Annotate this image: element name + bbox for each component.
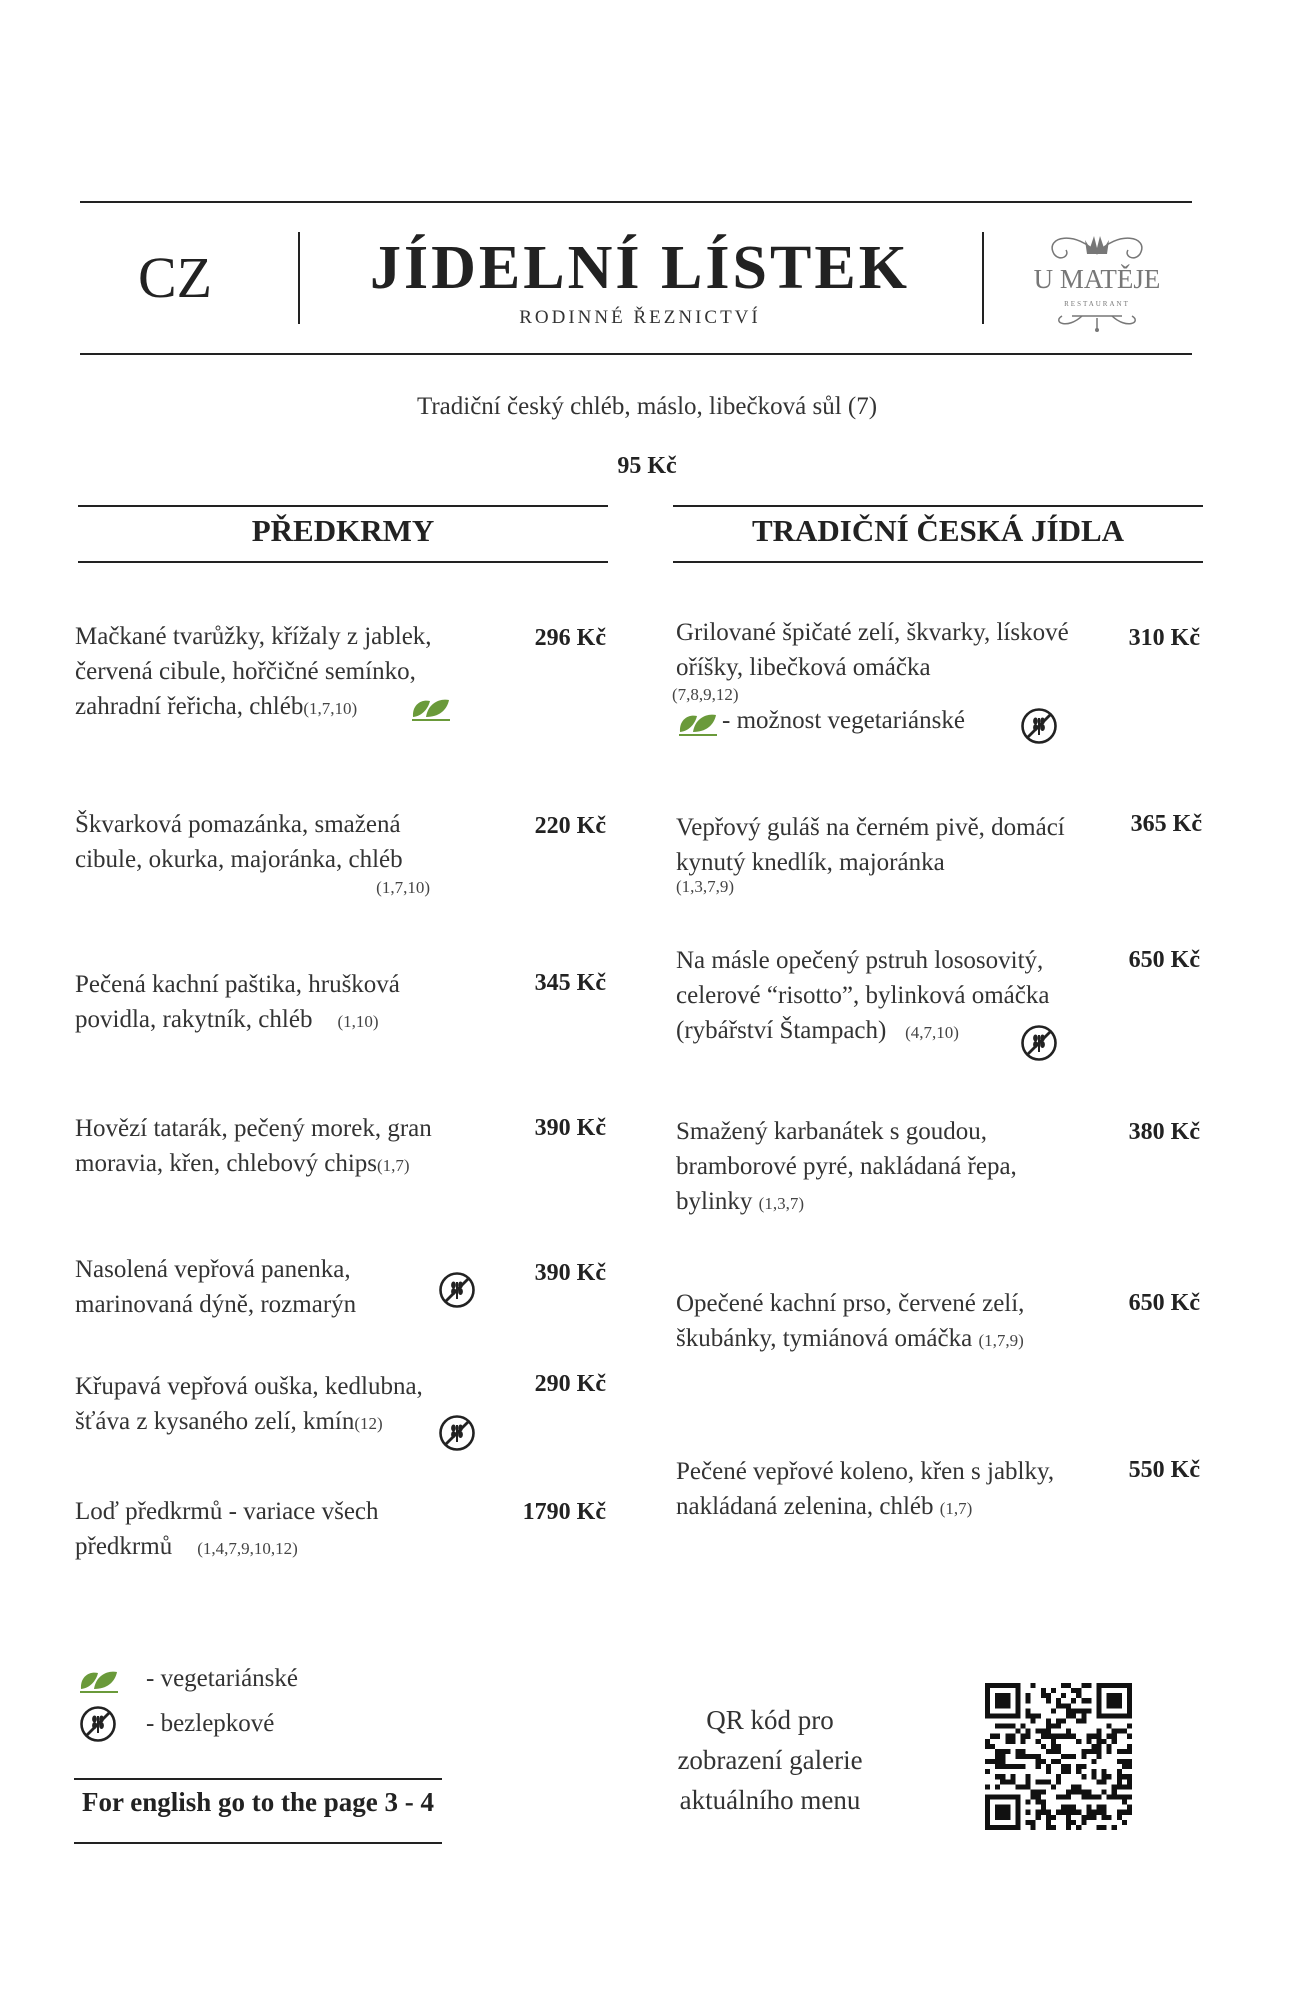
main-item-4	[676, 1114, 1066, 1221]
legend-vegetarian: - vegetariánské	[146, 1665, 299, 1692]
main-price-3: 650 Kč	[1128, 947, 1200, 973]
item-allergens: (4,7,10)	[905, 1023, 959, 1042]
item-allergens: (7,8,9,12)	[672, 685, 739, 704]
starters-title-bottom-rule	[78, 561, 608, 563]
english-page-note: For english go to the page 3 - 4	[82, 1787, 434, 1817]
item-allergens: (1,7,10)	[376, 878, 430, 897]
starter-price-4: 390 Kč	[534, 1115, 606, 1141]
main-price-2: 365 Kč	[1130, 811, 1202, 837]
logo-subtext: RESTAURANT	[1064, 300, 1130, 308]
starter-item-3	[75, 967, 450, 1039]
item-name: Pečená kachní paštika, hrušková povidla, rakytník, chléb	[75, 971, 400, 1033]
item-name: Na másle opečený pstruh lososovitý, celerové “risotto”, bylinková omáčka (rybářství Štampach)	[676, 947, 1050, 1044]
main-price-1: 310 Kč	[1128, 625, 1200, 651]
main-item-6	[676, 1454, 1101, 1526]
item-name: Pečené vepřové koleno, křen s jablky, nakládaná zelenina, chléb	[676, 1458, 1055, 1520]
starters-title-top-rule	[78, 505, 608, 507]
starter-price-3: 345 Kč	[534, 970, 606, 996]
header-divider-right	[982, 232, 984, 324]
bread-item-price: 95 Kč	[617, 453, 677, 479]
item-allergens: (1,3,7,9)	[676, 877, 735, 896]
item-allergens: (1,7,10)	[303, 699, 358, 718]
main-item-1	[676, 615, 1076, 685]
item-allergens: (1,3,7)	[758, 1194, 804, 1213]
item-name: Hovězí tatarák, pečený morek, gran moravia, křen, chlebový chips	[75, 1115, 432, 1177]
mains-title: TRADIČNÍ ČESKÁ JÍDLA	[751, 513, 1125, 548]
starter-item-4	[75, 1111, 485, 1183]
item-allergens: (1,7)	[377, 1156, 410, 1175]
qr-caption: QR kód pro zobrazení galerie aktuálního menu	[677, 1705, 863, 1815]
item-name: Křupavá vepřová ouška, kedlubna, šťáva z kysaného zelí, kmín	[75, 1373, 423, 1435]
gluten-free-icon	[79, 1705, 117, 1743]
starter-item-5	[75, 1252, 415, 1322]
item-allergens: (1,7,9)	[978, 1331, 1024, 1350]
vegetarian-leaf-icon	[677, 710, 719, 738]
main-item-2	[676, 810, 1096, 880]
mains-title-bottom-rule	[673, 561, 1203, 563]
starters-title: PŘEDKRMY	[251, 513, 435, 548]
gluten-free-icon	[438, 1414, 476, 1452]
qr-code[interactable]	[985, 1683, 1132, 1830]
bread-item-name: Tradiční český chléb, máslo, libečková sůl (7)	[416, 393, 878, 420]
item-allergens: (12)	[354, 1414, 383, 1433]
item-name: Loď předkrmů - variace všech předkrmů	[75, 1498, 379, 1560]
starter-price-2: 220 Kč	[534, 813, 606, 839]
main-price-5: 650 Kč	[1128, 1290, 1200, 1316]
gluten-free-icon	[1020, 1024, 1058, 1062]
vegetarian-leaf-icon	[78, 1667, 120, 1695]
starter-item-6	[75, 1369, 475, 1441]
starter-price-1: 296 Kč	[534, 625, 606, 651]
header-top-rule	[80, 201, 1192, 203]
item-name: Vepřový guláš na černém pivě, domácí kynutý knedlík, majoránka	[676, 814, 1065, 876]
item-name: Smažený karbanátek s goudou, bramborové pyré, nakládaná řepa, bylinky	[676, 1118, 1017, 1215]
item-name: Nasolená vepřová panenka, marinovaná dýně, rozmarýn	[75, 1256, 357, 1318]
english-note-bottom-rule	[74, 1842, 442, 1844]
item-allergens: (1,7)	[939, 1499, 973, 1518]
item-name: Grilované špičaté zelí, škvarky, lískové oříšky, libečková omáčka	[676, 619, 1069, 681]
item-allergens: (1,10)	[337, 1012, 379, 1031]
starter-item-2	[75, 807, 450, 877]
restaurant-logo	[1022, 226, 1172, 332]
mains-title-top-rule	[673, 505, 1203, 507]
main-price-6: 550 Kč	[1128, 1457, 1200, 1483]
main-price-4: 380 Kč	[1128, 1119, 1200, 1145]
header-bottom-rule	[80, 353, 1192, 355]
gluten-free-icon	[438, 1271, 476, 1309]
qr-code-icon	[985, 1683, 1132, 1830]
logo-text: U MATĚJE	[1033, 264, 1161, 294]
legend-gluten-free: - bezlepkové	[146, 1710, 275, 1737]
item-name: Opečené kachní prso, červené zelí, škubánky, tymiánová omáčka	[676, 1290, 1025, 1352]
main-item-5	[676, 1286, 1086, 1358]
starter-price-6: 290 Kč	[534, 1371, 606, 1397]
header-divider-left	[298, 232, 300, 324]
starter-item-7	[75, 1494, 435, 1566]
starter-price-7: 1790 Kč	[522, 1499, 606, 1525]
page-title: JÍDELNÍ LÍSTEK	[370, 234, 910, 302]
item-name: Škvarková pomazánka, smažená cibule, okurka, majoránka, chléb	[75, 811, 403, 873]
language-code: CZ	[138, 245, 213, 310]
vegetarian-leaf-icon	[410, 695, 452, 723]
item-allergens: (1,4,7,9,10,12)	[197, 1539, 298, 1558]
gluten-free-icon	[1020, 707, 1058, 745]
page-subtitle: RODINNÉ ŘEZNICTVÍ	[519, 307, 761, 328]
english-note-top-rule	[74, 1778, 442, 1780]
starter-price-5: 390 Kč	[534, 1260, 606, 1286]
item-name: Mačkané tvarůžky, křížaly z jablek, červená cibule, hořčičné semínko, zahradní řeřicha, chléb	[75, 623, 432, 720]
vegetarian-option-note: - možnost vegetariánské	[722, 707, 965, 734]
